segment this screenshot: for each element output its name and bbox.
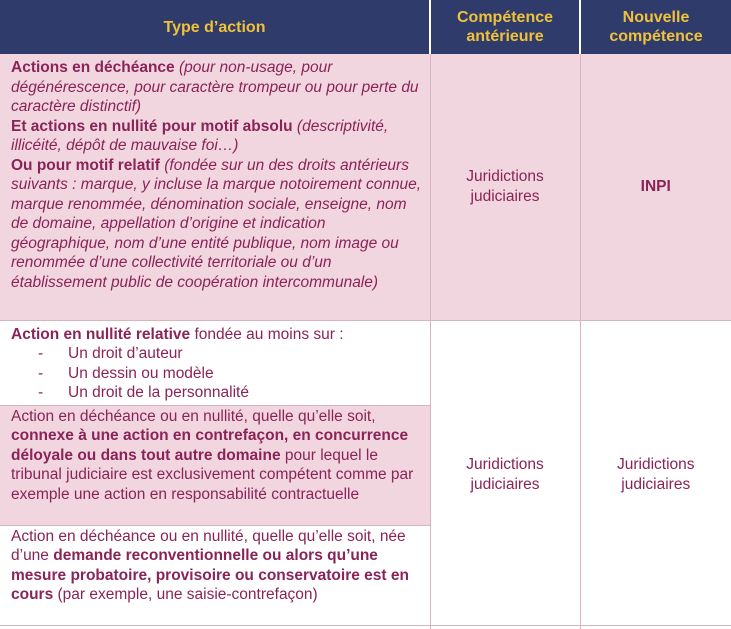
table-header-row xyxy=(0,0,731,54)
table-row xyxy=(0,320,731,405)
list-item: - Un droit de la personnalité xyxy=(38,383,424,403)
row2-previous-competence xyxy=(430,320,580,629)
row2-intro-rest: fondée au moins sur : xyxy=(190,325,344,343)
list-item: - Un dessin ou modèle xyxy=(38,364,424,384)
row1-previous-text: Juridictions judiciaires xyxy=(466,168,544,205)
row1-p3-bold: Ou pour motif relatif xyxy=(11,156,160,174)
row1-new-text: INPI xyxy=(640,178,671,195)
row1-p3-rest: (fondée sur un des droits antérieurs suivants : marque, y incluse la marque notoirement connue, marque renommée, dénomination sociale, enseigne, nom de domaine, appellation d’origine et indication géographique, nom d’une entité publique, nom image ou renommée d’une collectivité territoriale ou d’un établissement public de coopération intercommunale) xyxy=(11,156,422,291)
row2-new-text: Juridictions judiciaires xyxy=(616,456,695,493)
header-type-action: Type d’action xyxy=(0,0,430,54)
row4-t3: (par exemple, une saisie-contrefaçon) xyxy=(53,586,318,603)
row3-t1: Action en déchéance ou en nullité, quelle qu’elle soit, xyxy=(11,407,376,425)
row2-previous-text: Juridictions judiciaires xyxy=(466,456,544,493)
row1-p1-rest: (pour non-usage, pour dégénérescence, pour caractère trompeur ou pour perte du caractère distinctif) xyxy=(11,59,419,115)
list-item: - Un droit d’auteur xyxy=(38,344,424,364)
row3-type-action xyxy=(0,405,430,525)
row1-previous-competence xyxy=(430,54,580,320)
row3-t2: connexe à une action en contrefaçon, en concurrence déloyale ou dans tout autre domaine xyxy=(11,427,409,464)
row4-type-action xyxy=(0,525,430,629)
row1-new-competence xyxy=(580,54,731,320)
table-bottom-border xyxy=(0,625,731,626)
row4-t1: Action en déchéance ou en nullité, quelle qu’elle soit, née d’une xyxy=(11,527,406,564)
row2-intro-bold: Action en nullité relative xyxy=(11,325,191,343)
row1-p2-rest: (descriptivité, illicéité, dépôt de mauvaise foi…) xyxy=(11,117,389,154)
row2-type-action xyxy=(0,320,430,405)
row3-t3: pour lequel le tribunal judiciaire est exclusivement compétent comme par exemple une action en responsabilité contractuelle xyxy=(11,446,414,503)
row4-t2: demande reconventionnelle ou alors qu’une mesure probatoire, provisoire ou conservatoire est en cours xyxy=(11,547,409,603)
row2-new-competence xyxy=(580,320,731,629)
row1-p1-bold: Actions en déchéance xyxy=(11,59,175,76)
row1-p2-bold: Et actions en nullité pour motif absolu xyxy=(11,117,293,135)
table-row xyxy=(0,54,731,320)
header-previous-competence: Compétence antérieure xyxy=(430,0,580,54)
row2-rights-list xyxy=(11,344,424,403)
row1-type-action xyxy=(0,54,430,320)
header-new-competence: Nouvelle compétence xyxy=(580,0,731,54)
